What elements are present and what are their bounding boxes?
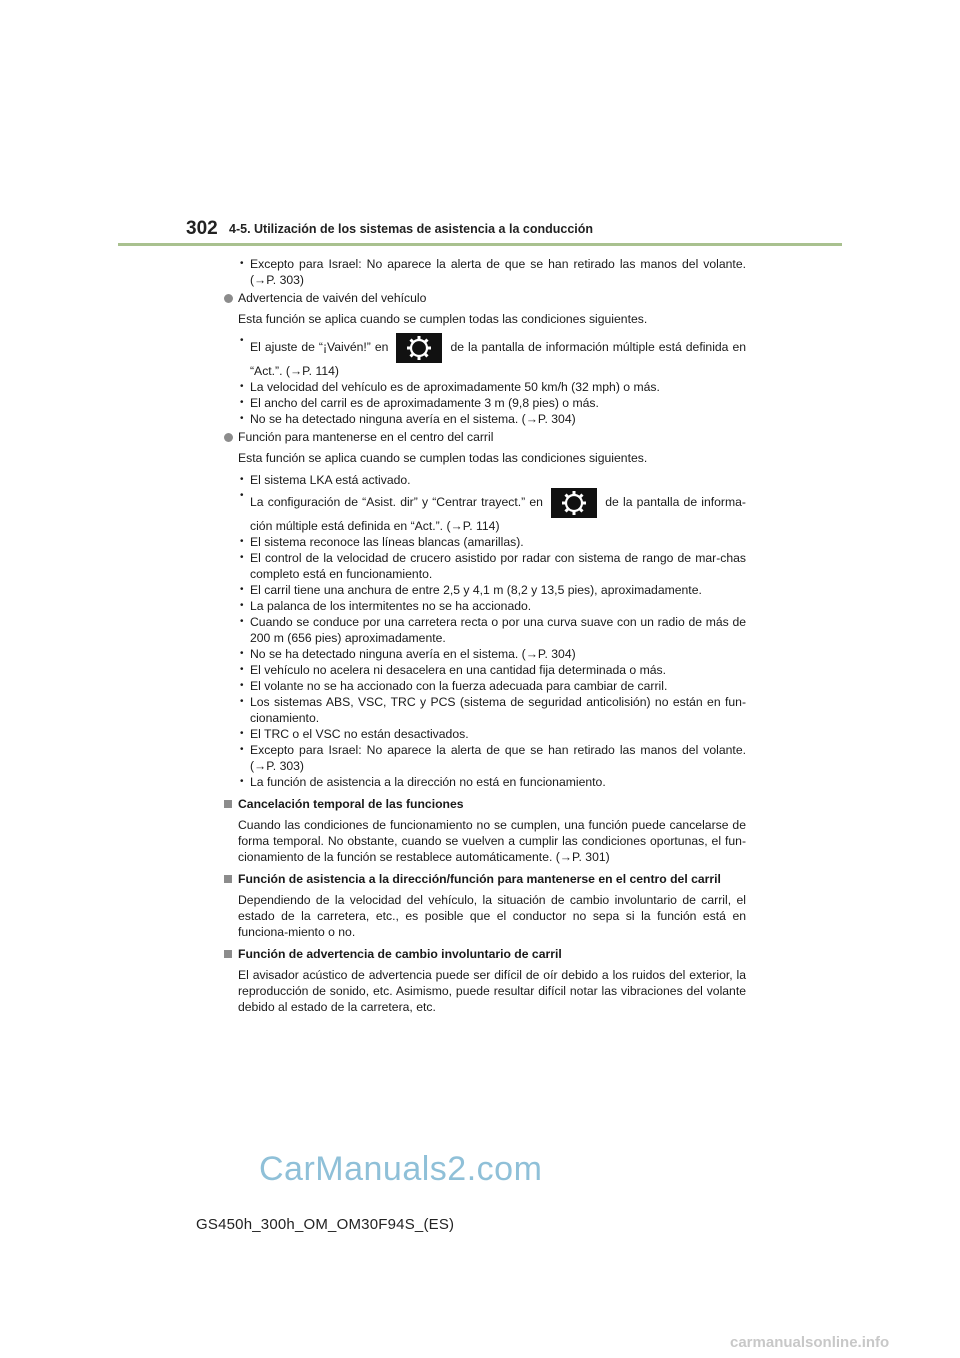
paragraph: El avisador acústico de advertencia puede ser difícil de oír debido a los ruidos del exterior, la reproducción de sonido, etc. Asimismo, puede resultar difícil notar las vibraciones del volante debido al estado de la carretera, etc. [238, 968, 746, 1014]
bullet-item: • El TRC o el VSC no están desactivados. [222, 726, 746, 742]
paragraph: Cuando las condiciones de funcionamiento no se cumplen, una función puede cancelarse de forma temporal. No obstante, cuando se vuelven a cumplir las condiciones oportunas, el fun-cionamiento de la función se restablece automáticamente. (→P. 301) [238, 818, 746, 864]
square-bullet-icon [224, 800, 232, 808]
header-rule [118, 243, 842, 246]
paragraph: Esta función se aplica cuando se cumplen todas las condiciones siguientes. [238, 451, 648, 465]
bullet-text: La configuración de “Asist. dir” y “Centrar trayect.” en [250, 495, 543, 510]
bullet-item: • El vehículo no acelera ni desacelera en una cantidad fija determinada o más. [222, 662, 746, 678]
paragraph: Esta función se aplica cuando se cumplen todas las condiciones siguientes. [238, 312, 648, 326]
heading-text: Función de advertencia de cambio involuntario de carril [238, 947, 562, 961]
heading-text: Función para mantenerse en el centro del carril [238, 430, 494, 444]
section-title: 4-5. Utilización de los sistemas de asistencia a la conducción [229, 222, 594, 236]
bullet-text: de la pantalla de información múltiple está definida en “Act.”. (→P. 114) [250, 340, 747, 378]
gear-icon [396, 333, 442, 363]
section-heading [222, 871, 746, 887]
heading-text: Advertencia de vaivén del vehículo [238, 291, 427, 305]
bullet-item: • La velocidad del vehículo es de aproximadamente 50 km/h (32 mph) o más. [222, 379, 746, 395]
section-heading [222, 796, 746, 812]
bullet-item: • El carril tiene una anchura de entre 2,5 y 4,1 m (8,2 y 13,5 pies), aproximadamente. [222, 582, 746, 598]
page-number: 302 [186, 218, 218, 239]
bullet-item: • Excepto para Israel: No aparece la alerta de que se han retirado las manos del volante. (→P. 303) [222, 256, 746, 288]
bullet-item: • Excepto para Israel: No aparece la alerta de que se han retirado las manos del volante. (→P. 303) [222, 742, 746, 774]
bullet-text: El ajuste de “¡Vaivén!” en [250, 340, 389, 355]
watermark-footer: carmanualsonline.info [730, 1334, 890, 1351]
circle-bullet-icon [224, 433, 233, 442]
gear-icon [551, 488, 597, 518]
bullet-item: • Cuando se conduce por una carretera recta o por una curva suave con un radio de más de 200 m (656 pies) aproximadamente. [222, 614, 746, 646]
page-header [0, 0, 960, 250]
heading-text: Función de asistencia a la dirección/función para mantenerse en el centro del carril [238, 872, 721, 886]
circle-bullet-icon [224, 294, 233, 303]
bullet-item: • La palanca de los intermitentes no se ha accionado. [222, 598, 746, 614]
bullet-item: • La función de asistencia a la dirección no está en funcionamiento. [222, 774, 746, 790]
bullet-item: • El volante no se ha accionado con la fuerza adecuada para cambiar de carril. [222, 678, 746, 694]
bullet-item: • El control de la velocidad de crucero asistido por radar con sistema de rango de mar-chas completo está en funcionamiento. [222, 550, 746, 582]
bullet-item: • El sistema LKA está activado. [222, 472, 746, 488]
bullet-item: • No se ha detectado ninguna avería en el sistema. (→P. 304) [222, 411, 746, 427]
heading-text: Cancelación temporal de las funciones [238, 797, 464, 811]
bullet-item [222, 333, 746, 379]
bullet-text: de la pantalla de informa-ción múltiple está definida en “Act.”. (→P. 114) [250, 495, 746, 533]
bullet-item: • Los sistemas ABS, VSC, TRC y PCS (sistema de seguridad anticolisión) no están en fun-cionamiento. [222, 694, 746, 726]
bullet-item [222, 488, 746, 534]
main-content [222, 256, 746, 1015]
subsection-heading [222, 429, 746, 445]
bullet-item: • El sistema reconoce las líneas blancas (amarillas). [222, 534, 746, 550]
bullet-item: • No se ha detectado ninguna avería en el sistema. (→P. 304) [222, 646, 746, 662]
watermark-logo: CarManuals2.com [259, 1150, 543, 1188]
manual-code: GS450h_300h_OM_OM30F94S_(ES) [196, 1216, 455, 1233]
section-heading [222, 946, 746, 962]
bullet-item: • El ancho del carril es de aproximadamente 3 m (9,8 pies) o más. [222, 395, 746, 411]
square-bullet-icon [224, 875, 232, 883]
subsection-heading [222, 290, 746, 306]
paragraph: Dependiendo de la velocidad del vehículo, la situación de cambio involuntario de carril, el estado de la carretera, etc., es posible que el conductor no sepa si la función está en funciona-miento o no. [238, 893, 746, 939]
square-bullet-icon [224, 950, 232, 958]
